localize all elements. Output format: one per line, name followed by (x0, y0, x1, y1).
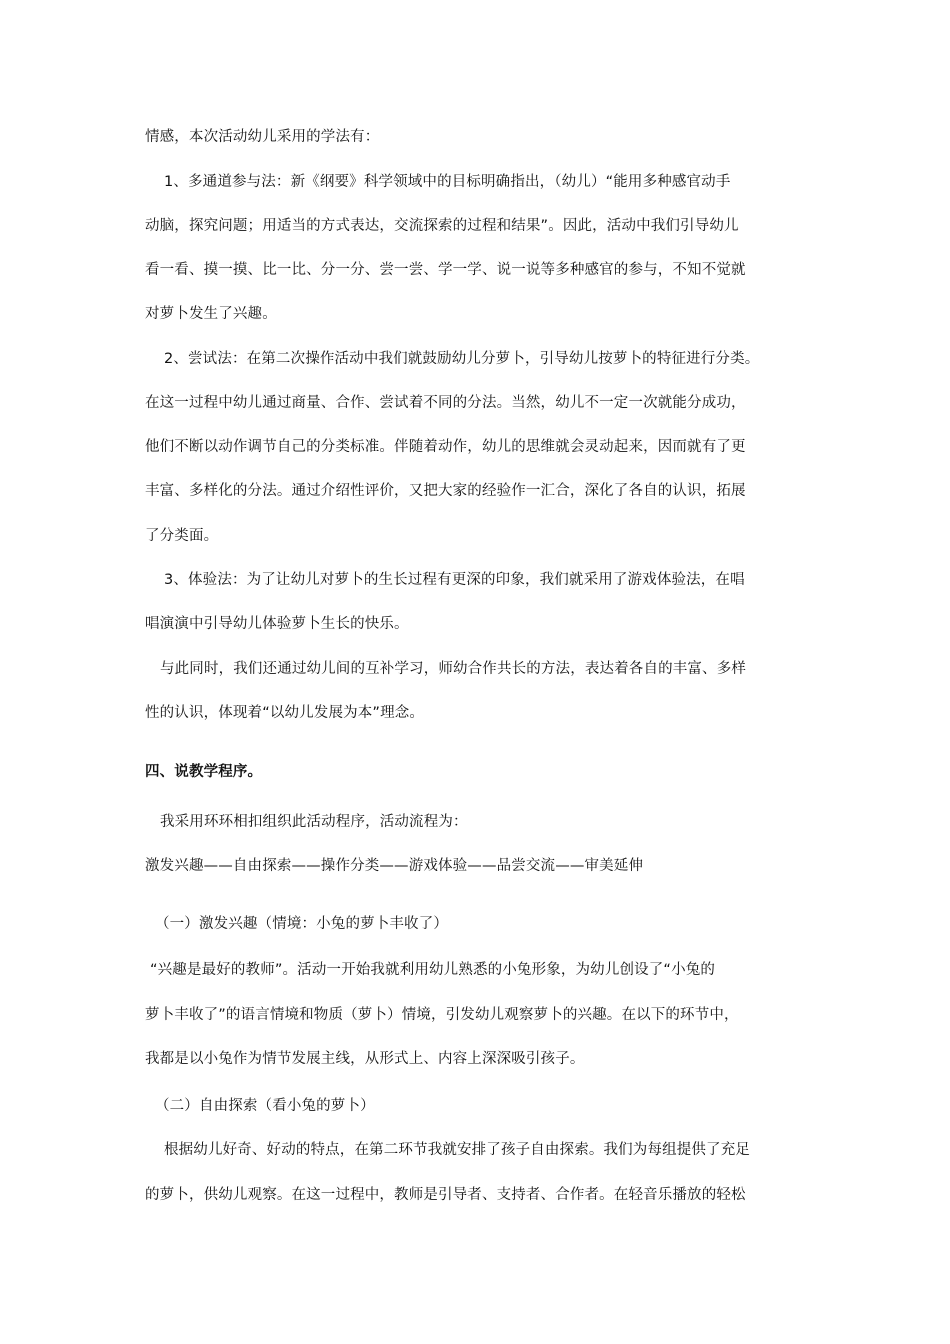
paragraph-line: 对萝卜发生了兴趣。 (145, 306, 277, 322)
paragraph-line: 丰富、多样化的分法。通过介绍性评价，又把大家的经验作一汇合，深化了各自的认识，拓展 (145, 483, 746, 499)
paragraph-line: “兴趣是最好的教师”。活动一开始我就利用幼儿熟悉的小兔形象，为幼儿创设了“小兔的 (150, 962, 716, 978)
paragraph-line: 了分类面。 (145, 528, 219, 544)
section-heading: 四、说教学程序。 (145, 764, 263, 780)
paragraph-line: 1、多通道参与法：新《纲要》科学领域中的目标明确指出，（幼儿）“能用多种感官动手 (164, 174, 731, 190)
paragraph-line: 我都是以小兔作为情节发展主线，从形式上、内容上深深吸引孩子。 (145, 1051, 585, 1067)
paragraph-line: 根据幼儿好奇、好动的特点，在第二环节我就安排了孩子自由探索。我们为每组提供了充足 (164, 1142, 750, 1158)
flow-line: 激发兴趣——自由探索——操作分类——游戏体验——品尝交流——审美延伸 (145, 858, 644, 874)
paragraph-line: 的萝卜，供幼儿观察。在这一过程中，教师是引导者、支持者、合作者。在轻音乐播放的轻松 (145, 1187, 746, 1203)
subsection-heading: （二）自由探索（看小兔的萝卜） (155, 1098, 375, 1114)
subsection-heading: （一）激发兴趣（情境：小兔的萝卜丰收了） (155, 916, 448, 932)
paragraph-line: 萝卜丰收了”的语言情境和物质（萝卜）情境，引发幼儿观察萝卜的兴趣。在以下的环节中， (145, 1007, 739, 1023)
paragraph-line: 看一看、摸一摸、比一比、分一分、尝一尝、学一学、说一说等多种感官的参与，不知不觉就 (145, 262, 746, 278)
paragraph-line: 在这一过程中幼儿通过商量、合作、尝试着不同的分法。当然，幼儿不一定一次就能分成功， (145, 395, 746, 411)
paragraph-line: 我采用环环相扣组织此活动程序，活动流程为： (160, 814, 468, 830)
paragraph-line: 唱演演中引导幼儿体验萝卜生长的快乐。 (145, 616, 409, 632)
paragraph-line: 动脑，探究问题；用适当的方式表达，交流探索的过程和结果”。因此，活动中我们引导幼儿 (145, 218, 739, 234)
paragraph-line: 2、尝试法：在第二次操作活动中我们就鼓励幼儿分萝卜，引导幼儿按萝卜的特征进行分类。 (164, 351, 760, 367)
paragraph-line: 3、体验法：为了让幼儿对萝卜的生长过程有更深的印象，我们就采用了游戏体验法，在唱 (164, 572, 745, 588)
paragraph-line: 情感，本次活动幼儿采用的学法有： (145, 129, 380, 145)
paragraph-line: 性的认识，体现着“以幼儿发展为本”理念。 (145, 705, 425, 721)
paragraph-line: 与此同时，我们还通过幼儿间的互补学习，师幼合作共长的方法，表达着各自的丰富、多样 (160, 661, 746, 677)
paragraph-line: 他们不断以动作调节自己的分类标准。伴随着动作，幼儿的思维就会灵动起来，因而就有了更 (145, 439, 746, 455)
